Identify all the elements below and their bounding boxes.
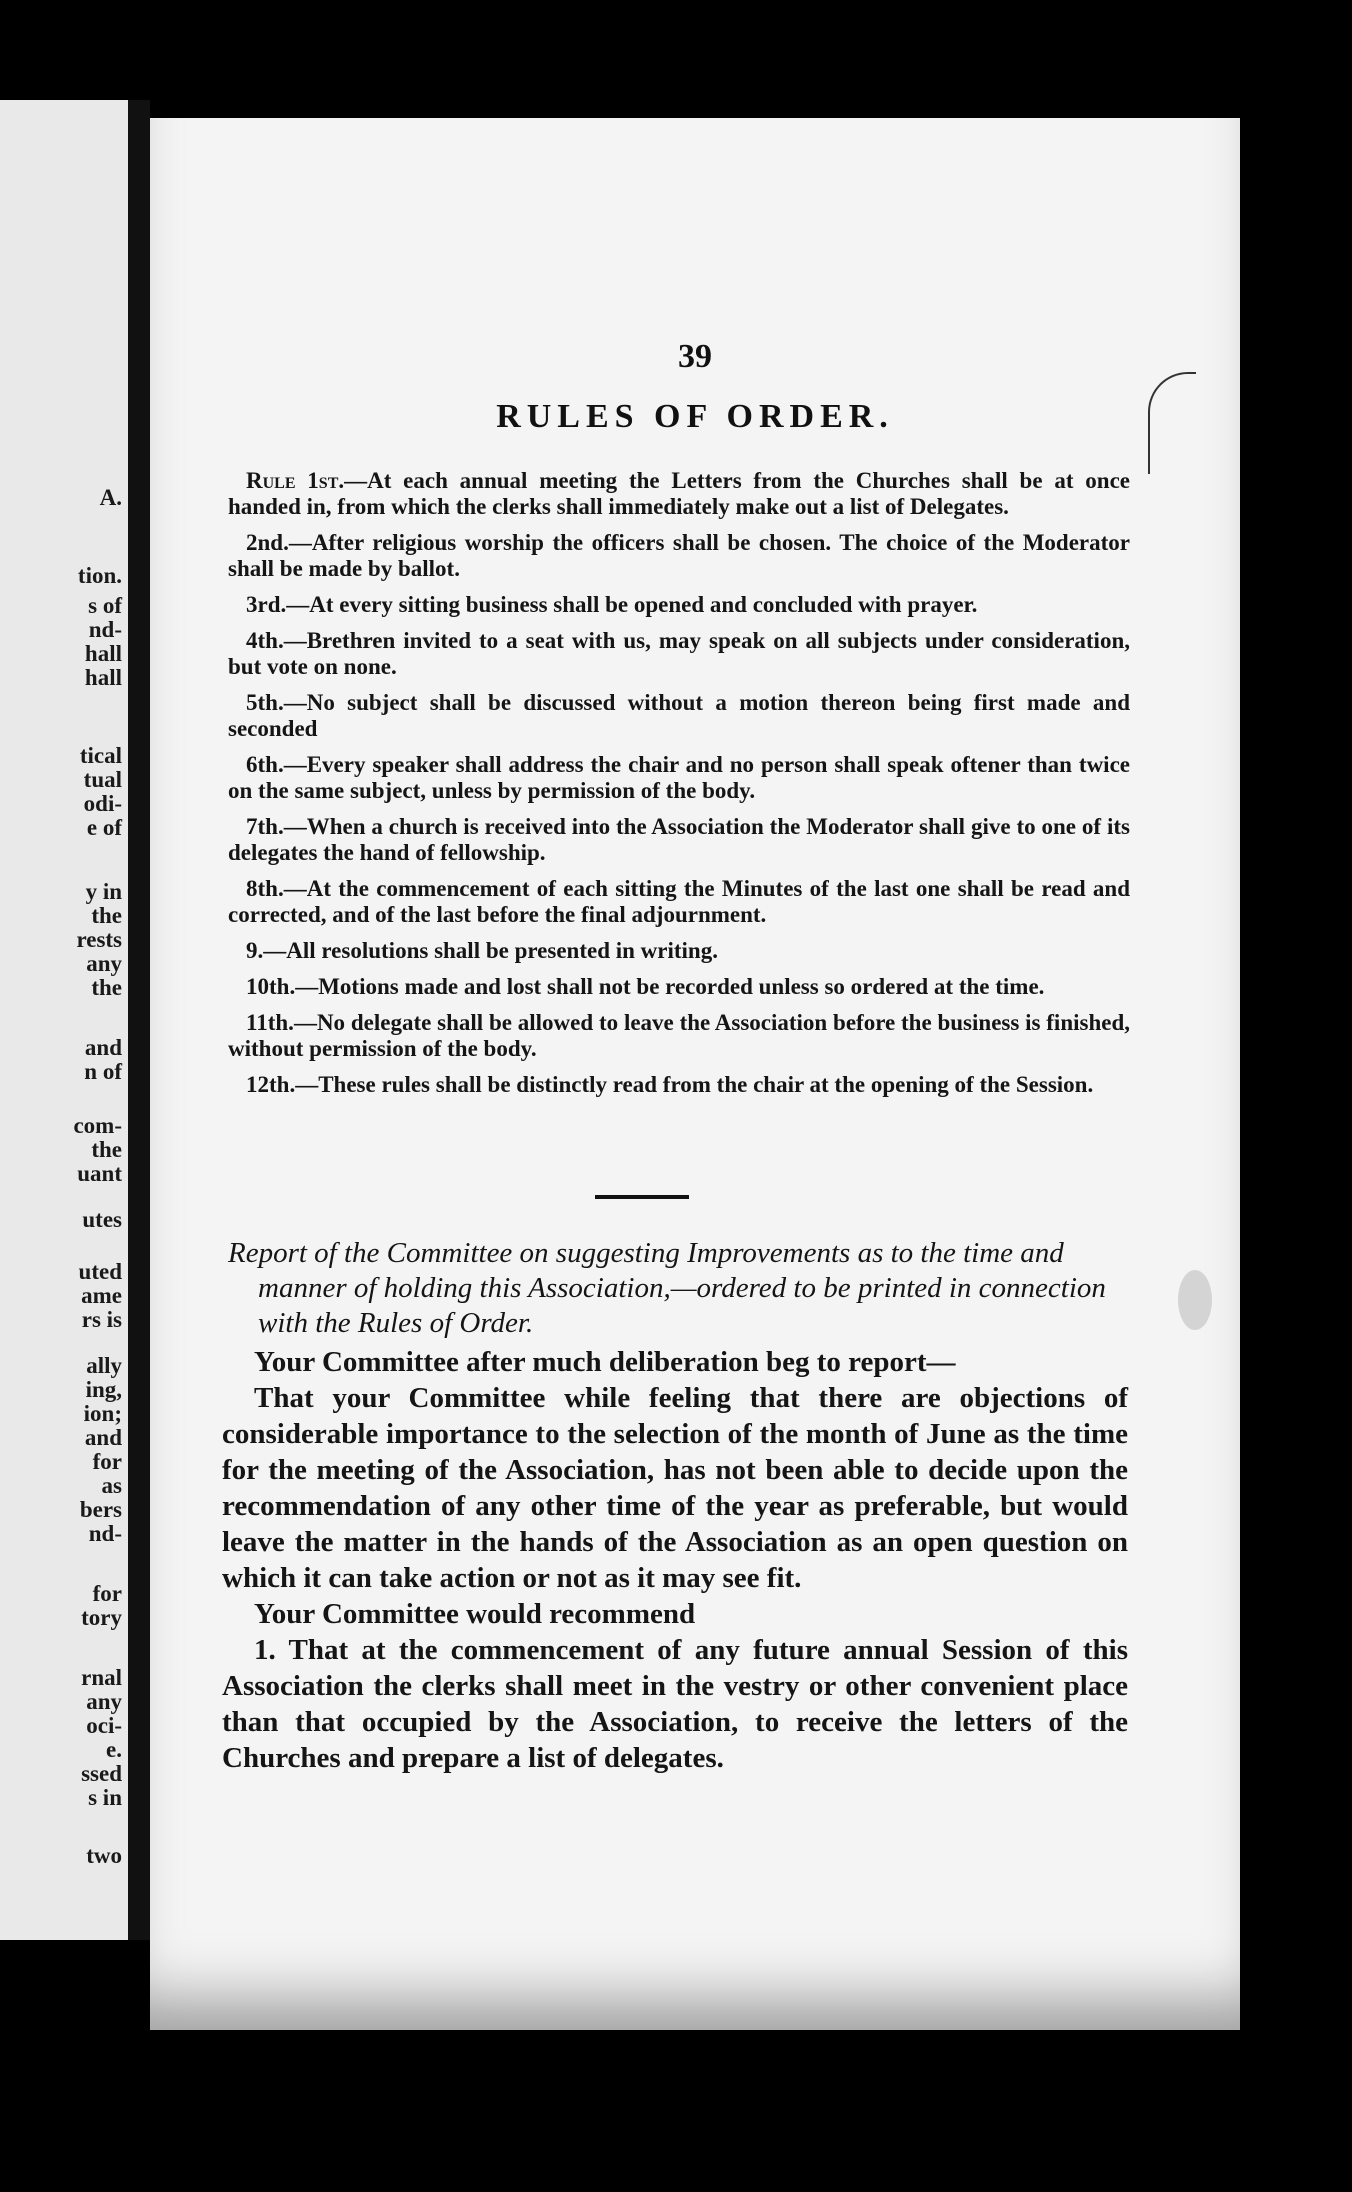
left-page-fragment: s of	[88, 593, 122, 618]
margin-pencil-mark	[1148, 372, 1196, 474]
left-page-fragment: as	[101, 1473, 122, 1498]
page-smudge	[1178, 1270, 1212, 1330]
left-page-fragment: rs is	[81, 1307, 122, 1332]
rule-text: —At every sitting business shall be opened and concluded with prayer.	[286, 592, 978, 617]
rule-number: 10th.	[246, 974, 296, 999]
rule-item	[228, 690, 1130, 742]
rule-number: 11th.	[246, 1010, 294, 1035]
rule-number: 2nd.	[246, 530, 289, 555]
left-page-fragment: utes	[82, 1207, 122, 1232]
rule-number: 8th.	[246, 876, 284, 901]
rule-number: Rule 1st.	[246, 468, 345, 493]
rule-item	[228, 814, 1130, 866]
rule-item	[228, 1072, 1130, 1098]
left-page-fragment: uant	[77, 1161, 122, 1186]
page-heading: RULES OF ORDER.	[496, 398, 894, 435]
left-page-fragment: y in	[85, 879, 122, 904]
left-page-fragment: hall	[84, 665, 122, 690]
adjacent-left-page	[0, 100, 128, 1940]
rule-number: 9.	[246, 938, 264, 963]
left-page-fragment: rnal	[81, 1665, 122, 1690]
rule-text: —Every speaker shall address the chair and no person shall speak oftener than twice on the same subject, unless by permission of the body.	[228, 752, 1130, 803]
left-page-fragment: hall	[84, 641, 122, 666]
rule-text: —When a church is received into the Association the Moderator shall give to one of its delegates the hand of fellowship.	[228, 814, 1130, 865]
left-page-fragment: ssed	[81, 1761, 122, 1786]
report-paragraph: 1. That at the commencement of any future annual Session of this Association the clerks shall meet in the vestry or other convenient place than that occupied by the Association, to receive the letters of the Churches and prepare a list of delegates.	[222, 1634, 1128, 1774]
left-page-fragment: two	[86, 1843, 122, 1868]
page-number: 39	[678, 338, 712, 375]
left-page-fragment: and	[84, 1425, 122, 1450]
rule-number: 7th.	[246, 814, 284, 839]
rule-item	[228, 974, 1130, 1000]
left-page-fragment: n of	[84, 1059, 122, 1084]
left-page-fragment: any	[86, 1689, 122, 1714]
left-page-fragment: the	[91, 1137, 122, 1162]
left-page-fragment: bers	[79, 1497, 122, 1522]
rule-item	[228, 468, 1130, 520]
left-page-fragment: com-	[73, 1113, 122, 1138]
report-title: Report of the Committee on suggesting Improvements as to the time and manner of holding this Association,—ordered to be printed in connection with the Rules of Order.	[228, 1237, 1106, 1339]
left-page-fragment: tual	[83, 767, 122, 792]
rule-text: —No subject shall be discussed without a motion thereon being first made and seconded	[228, 690, 1130, 741]
book-gutter	[128, 100, 150, 1940]
rule-number: 5th.	[246, 690, 284, 715]
rule-number: 3rd.	[246, 592, 287, 617]
left-page-fragment: any	[86, 951, 122, 976]
left-page-fragment: tion.	[77, 563, 122, 588]
left-page-fragment: uted	[78, 1259, 122, 1284]
rule-text: —Motions made and lost shall not be recorded unless so ordered at the time.	[295, 974, 1045, 999]
left-page-fragment: ing,	[85, 1377, 122, 1402]
left-page-fragment: odi-	[83, 791, 122, 816]
rule-item	[228, 938, 1130, 964]
left-page-fragment: ally	[86, 1353, 122, 1378]
rule-item	[228, 628, 1130, 680]
left-page-fragment: oci-	[86, 1713, 122, 1738]
left-page-fragment: ion;	[83, 1401, 122, 1426]
rule-number: 4th.	[246, 628, 284, 653]
left-page-fragment: ame	[81, 1283, 122, 1308]
rule-text: —At the commencement of each sitting the Minutes of the last one shall be read and corrected, and of the last before the final adjournment.	[228, 876, 1130, 927]
rule-item	[228, 1010, 1130, 1062]
left-page-fragment: nd-	[88, 1521, 122, 1546]
left-page-fragment: the	[91, 975, 122, 1000]
left-page-fragment: for	[92, 1581, 122, 1606]
report-paragraph: That your Committee while feeling that there are objections of considerable importance to the selection of the month of June as the time for the meeting of the Association, has not been able to decide upon the recommendation of any other time of the year as preferable, but would leave the matter in the hands of the Association as an open question on which it can take action or not as it may see fit.	[222, 1382, 1128, 1594]
left-page-fragment: s in	[88, 1785, 122, 1810]
left-page-fragment: nd-	[88, 617, 122, 642]
report-paragraph: Your Committee would recommend	[254, 1598, 696, 1630]
left-page-fragment: e of	[86, 815, 122, 840]
left-page-fragment: for	[92, 1449, 122, 1474]
left-page-fragment: and	[84, 1035, 122, 1060]
left-page-fragment: e.	[106, 1737, 122, 1762]
left-page-fragment: tical	[79, 743, 122, 768]
document-page	[150, 118, 1240, 2030]
rule-text: —After religious worship the officers shall be chosen. The choice of the Moderator shall be made by ballot.	[228, 530, 1130, 581]
left-page-fragment: tory	[81, 1605, 122, 1630]
rule-number: 12th.	[246, 1072, 296, 1097]
rule-text: —Brethren invited to a seat with us, may speak on all subjects under consideration, but vote on none.	[228, 628, 1130, 679]
rule-number: 6th.	[246, 752, 284, 777]
report-body	[222, 1344, 1128, 1776]
rule-item	[228, 592, 1130, 618]
rule-text: —No delegate shall be allowed to leave the Association before the business is finished, without permission of the body.	[228, 1010, 1130, 1061]
section-divider	[595, 1195, 689, 1199]
left-page-fragment: the	[91, 903, 122, 928]
left-page-fragment: rests	[76, 927, 122, 952]
rule-item	[228, 752, 1130, 804]
rule-text: —All resolutions shall be presented in writing.	[263, 938, 718, 963]
left-page-fragment: A.	[99, 485, 122, 510]
rule-item	[228, 876, 1130, 928]
rule-item	[228, 530, 1130, 582]
rule-text: —These rules shall be distinctly read from the chair at the opening of the Session.	[295, 1072, 1094, 1097]
rule-text: —At each annual meeting the Letters from the Churches shall be at once handed in, from which the clerks shall immediately make out a list of Delegates.	[228, 468, 1130, 519]
rules-list	[228, 468, 1130, 1108]
report-paragraph: Your Committee after much deliberation beg to report—	[254, 1346, 956, 1378]
